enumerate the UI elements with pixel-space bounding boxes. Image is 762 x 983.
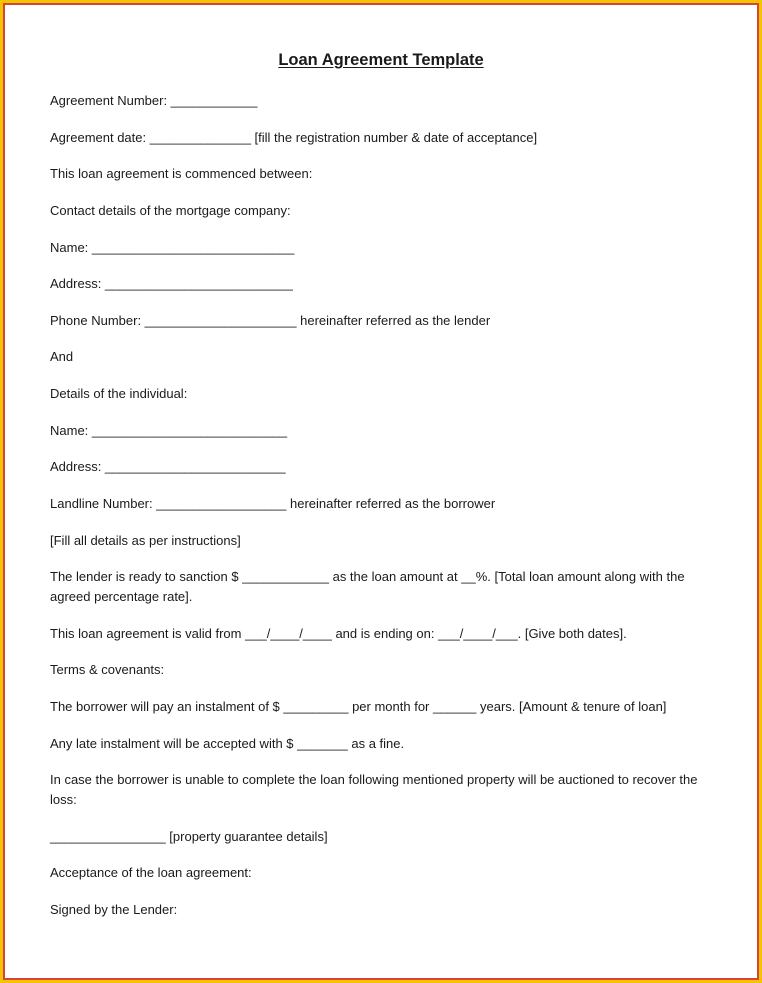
and-line: And <box>50 349 74 364</box>
lender-contact-heading: Contact details of the mortgage company: <box>50 203 291 218</box>
acceptance-heading: Acceptance of the loan agreement: <box>50 865 252 880</box>
lender-address-line: Address: __________________________ <box>50 276 293 291</box>
default-property-paragraph: In case the borrower is unable to complete the loan following mentioned property will be auctioned to recover the loss: <box>50 772 698 807</box>
property-guarantee-line: ________________ [property guarantee details] <box>50 829 328 844</box>
lender-name-line: Name: ____________________________ <box>50 240 295 255</box>
lender-phone-line: Phone Number: _____________________ hereinafter referred as the lender <box>50 313 491 328</box>
late-fine-line: Any late instalment will be accepted with $ _______ as a fine. <box>50 736 405 751</box>
parties-intro-line: This loan agreement is commenced between: <box>50 166 313 181</box>
borrower-address-line: Address: _________________________ <box>50 459 286 474</box>
agreement-date-line: Agreement date: ______________ [fill the registration number & date of acceptance] <box>50 130 538 145</box>
loan-amount-paragraph: The lender is ready to sanction $ ____________ as the loan amount at __%. [Total loan amount along with the agreed percentage rate]. <box>50 569 685 604</box>
borrower-details-heading: Details of the individual: <box>50 386 188 401</box>
document-title: Loan Agreement Template <box>278 51 484 69</box>
borrower-name-line: Name: ___________________________ <box>50 423 288 438</box>
agreement-number-line: Agreement Number: ____________ <box>50 93 258 108</box>
lender-signature-line: Signed by the Lender: <box>50 902 178 917</box>
terms-heading: Terms & covenants: <box>50 662 165 677</box>
fill-instructions-line: [Fill all details as per instructions] <box>50 533 241 548</box>
validity-dates-line: This loan agreement is valid from ___/____/____ and is ending on: ___/____/___. [Give both dates]. <box>50 626 627 641</box>
borrower-landline-line: Landline Number: __________________ hereinafter referred as the borrower <box>50 496 496 511</box>
instalment-line: The borrower will pay an instalment of $ _________ per month for ______ years. [Amount & tenure of loan] <box>50 699 667 714</box>
